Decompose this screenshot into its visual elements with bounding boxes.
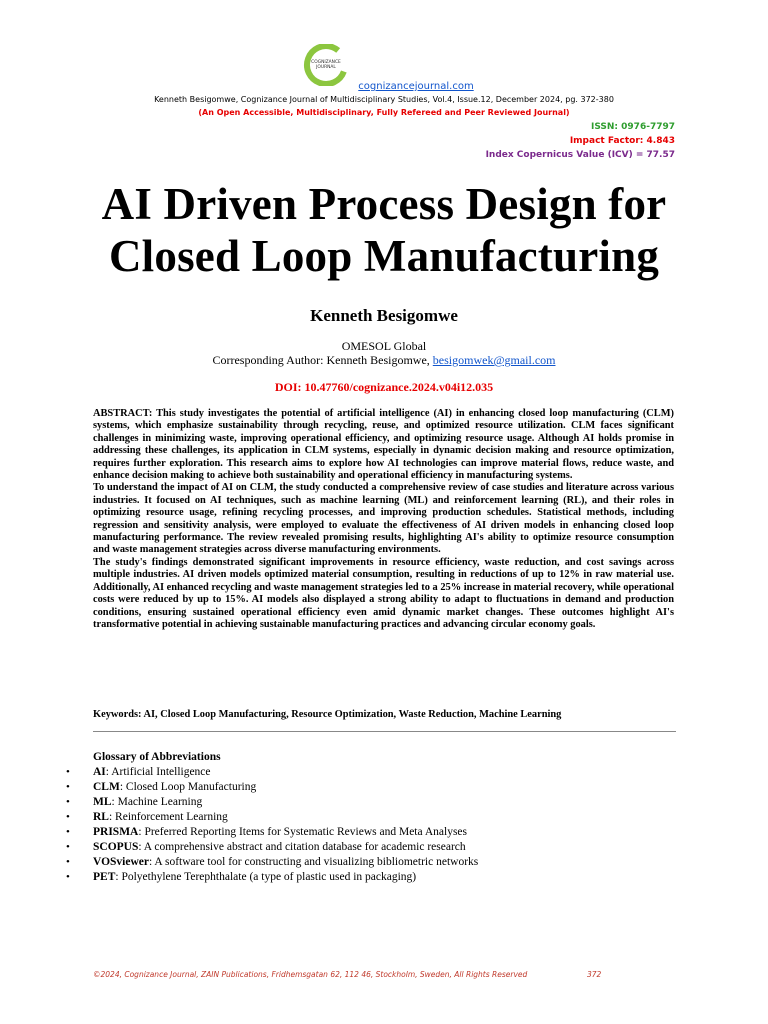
glossary-term: PET — [93, 871, 116, 883]
abstract-paragraph-1: ABSTRACT: This study investigates the potential of artificial intelligence (AI) in enhancing closed loop manufacturing (CLM) systems, which emphasize sustainability through recycling, reuse, and optimized resource utilization. CLM faces significant challenges in minimizing waste, improving operational efficiency, and optimizing resource usage. Although AI holds promise in addressing these challenges, its application in CLM systems, especially in dynamic decision making and resource optimization, requires further exploration. This research aims to explore how AI technologies can improve material flows, reduce waste, and enhance decision making to achieve both sustainability and operational efficiency in manufacturing systems. — [93, 408, 674, 482]
glossary-definition: : Preferred Reporting Items for Systematic Reviews and Meta Analyses — [138, 826, 468, 838]
glossary-term: ML — [93, 796, 112, 808]
glossary-item — [93, 870, 693, 885]
impact-factor-label: Impact Factor: 4.843 — [569, 136, 675, 146]
glossary-item — [93, 855, 693, 870]
corresponding-email-link[interactable]: besigomwek@gmail.com — [432, 353, 556, 367]
title-line-1: AI Driven Process Design for — [101, 179, 667, 229]
glossary-item — [93, 810, 693, 825]
glossary-title: Glossary of Abbreviations — [93, 751, 221, 763]
glossary-definition: : Machine Learning — [111, 796, 203, 808]
glossary-item — [93, 780, 693, 795]
glossary-item — [93, 840, 693, 855]
abstract-paragraph-3: The study's findings demonstrated significant improvements in resource efficiency, waste reduction, and cost savings across multiple industries. AI driven models optimized material consumption, resulting in reductions of up to 12% in raw material use. Additionally, AI enhanced recycling and waste management strategies led to a 25% increase in material recovery, while operational costs were reduced by up to 15%. AI models also displayed a strong ability to adapt to fluctuations in demand and production conditions, ensuring sustained operational efficiency even amid dynamic market changes. These outcomes highlight AI's transformative potential in achieving sustainable manufacturing practices and advancing circular economy goals. — [93, 556, 674, 630]
keywords: Keywords: AI, Closed Loop Manufacturing, Resource Optimization, Waste Reduction, Machine Learning — [93, 709, 562, 720]
journal-logo — [296, 44, 356, 86]
glossary-term: AI — [93, 766, 106, 778]
glossary-term: SCOPUS — [93, 841, 139, 853]
citation-line: Kenneth Besigomwe, Cognizance Journal of Multidisciplinary Studies, Vol.4, Issue.12, December 2024, pg. 372-380 — [154, 95, 614, 104]
title-line-2: Closed Loop Manufacturing — [108, 231, 660, 281]
glossary-term: CLM — [93, 781, 120, 793]
author-name: Kenneth Besigomwe — [310, 306, 458, 325]
abstract-paragraph-2: To understand the impact of AI on CLM, the study conducted a comprehensive review of case studies and literature across various industries. It focused on AI techniques, such as machine learning (ML) and reinforcement learning (RL), and their roles in optimizing resource usage, refining recycling processes, and improving production schedules. Statistical methods, including regression and sensitivity analysis, were employed to evaluate the effectiveness of AI driven models in enhancing closed loop manufacturing performance. The review revealed promising results, highlighting AI's ability to optimize resource consumption and waste management strategies across diverse manufacturing environments. — [93, 482, 674, 556]
open-access-line: (An Open Accessible, Multidisciplinary, Fully Refereed and Peer Reviewed Journal) — [198, 108, 570, 117]
logo-text-cognizance: COGNIZANCE — [311, 60, 341, 65]
corresponding-author — [0, 353, 768, 368]
glossary-definition: : Closed Loop Manufacturing — [119, 781, 257, 793]
paper-title — [40, 178, 728, 282]
logo-text-journal: JOURNAL — [316, 65, 336, 70]
journal-url-link[interactable]: cognizancejournal.com — [358, 81, 474, 92]
glossary-definition: : Reinforcement Learning — [108, 811, 228, 823]
glossary-definition: : A software tool for constructing and visualizing bibliometric networks — [148, 856, 479, 868]
glossary-definition: : A comprehensive abstract and citation database for academic research — [138, 841, 466, 853]
glossary-definition: : Artificial Intelligence — [105, 766, 211, 778]
glossary-definition: : Polyethylene Terephthalate (a type of plastic used in packaging) — [115, 871, 417, 883]
glossary-term: VOSviewer — [93, 856, 149, 868]
issn-label: ISSN: 0976-7797 — [590, 122, 675, 132]
section-divider — [93, 731, 676, 732]
page-number: 372 — [587, 970, 602, 979]
glossary-term: PRISMA — [93, 826, 139, 838]
glossary-list — [93, 765, 693, 885]
icv-label: Index Copernicus Value (ICV) = 77.57 — [485, 150, 675, 160]
footer-copyright: ©2024, Cognizance Journal, ZAIN Publications, Fridhemsgatan 62, 112 46, Stockholm, Sweden, All Rights Reserved — [93, 970, 528, 979]
affiliation: OMESOL Global — [341, 339, 427, 353]
corresponding-prefix: Corresponding Author: Kenneth Besigomwe, — [212, 353, 433, 367]
glossary-item — [93, 825, 693, 840]
glossary-item — [93, 765, 693, 780]
glossary-item — [93, 795, 693, 810]
glossary-term: RL — [93, 811, 109, 823]
abstract — [93, 408, 674, 631]
doi-label: DOI: 10.47760/cognizance.2024.v04i12.035 — [274, 380, 494, 394]
